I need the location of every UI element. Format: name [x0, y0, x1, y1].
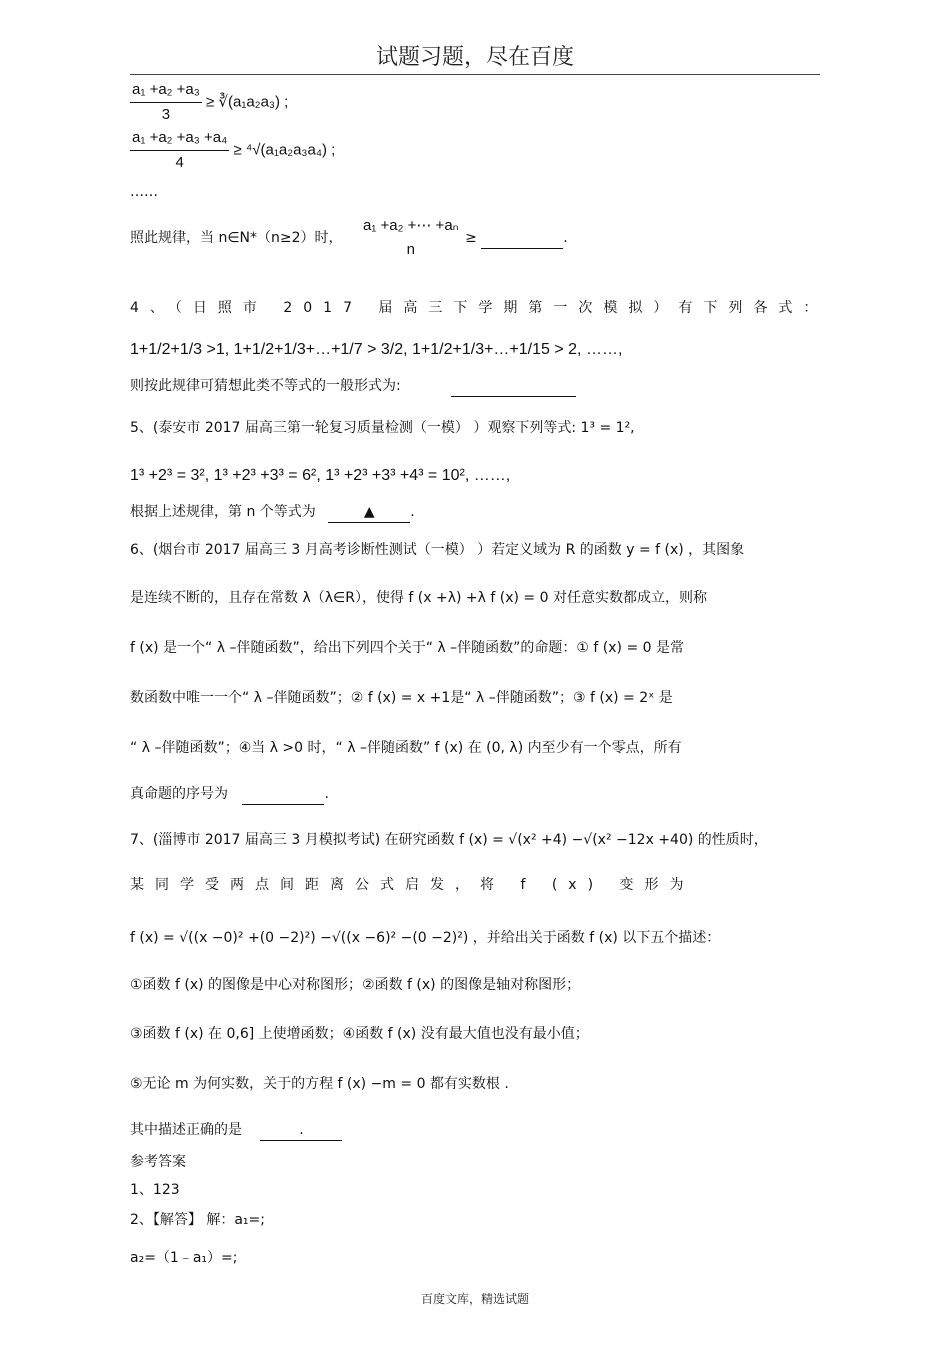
q6-line-5: “ λ –伴随函数”；④当 λ >0 时，“ λ –伴随函数” f (x) 在 (0, λ) 内至少有一个零点，所有	[130, 740, 682, 756]
q6-question-text: 真命题的序号为	[130, 786, 228, 802]
q3-fraction-2-denominator: 4	[175, 154, 184, 171]
q3-rule-ge: ≥	[465, 230, 477, 246]
q3-rule-text: 照此规律，当 n∈N*（n≥2）时，	[130, 230, 343, 246]
q3-answer-blank	[481, 228, 563, 249]
q5-title: 5、(泰安市 2017 届高三第一轮复习质量检测（一模） ）观察下列等式: 1³ = 1²,	[130, 420, 635, 436]
q7-question-text: 其中描述正确的是	[130, 1122, 242, 1138]
page-header-title: 试题习题，尽在百度	[375, 45, 574, 70]
q5-question	[130, 502, 415, 523]
q5-end: .	[410, 504, 415, 520]
q7-description-3: ⑤无论 m 为何实数，关于的方程 f (x) −m = 0 都有实数根 .	[130, 1076, 509, 1092]
q6-line-4: 数函数中唯一一个“ λ –伴随函数”；② f (x) = x +1是“ λ –伴随函数”；③ f (x) = 2ˣ 是	[130, 690, 673, 706]
q7-line-3: f (x) = √((x −0)² +(0 −2)²) −√((x −6)² −(0 −2)²) ，并给出关于函数 f (x) 以下五个描述：	[130, 930, 721, 946]
q3-rule-end: .	[563, 230, 568, 246]
q3-formula-1	[130, 80, 288, 125]
q5-answer-blank	[328, 502, 410, 523]
answer-3: a₂=（1﹣a₁）=;	[130, 1250, 238, 1266]
page-footer: 百度文库，精选试题	[420, 1292, 529, 1306]
q7-answer-blank: .	[260, 1120, 342, 1141]
triangle-icon: ▲	[363, 504, 375, 520]
q3-rule-numerator: a₁ +a₂ +⋯ +aₙ	[362, 217, 459, 234]
q3-formula-2	[130, 128, 335, 173]
q3-rule-line	[130, 216, 568, 260]
q4-question	[130, 376, 576, 397]
q7-question	[130, 1120, 342, 1141]
q3-formula-1-rhs: ≥ ∛(a₁a₂a₃) ;	[206, 93, 289, 111]
q3-rule-denominator: n	[406, 241, 415, 258]
answer-2: 2、【解答】 解：a₁=;	[130, 1212, 265, 1228]
q3-fraction-1	[130, 80, 202, 125]
answers-heading: 参考答案	[130, 1154, 186, 1170]
q4-answer-blank	[451, 376, 576, 397]
answer-1: 1、123	[130, 1182, 180, 1198]
q3-formula-2-rhs: ≥ ⁴√(a₁a₂a₃a₄) ;	[233, 141, 336, 159]
q3-fraction-2	[130, 128, 229, 173]
q6-end: .	[324, 786, 329, 802]
q3-fraction-1-denominator: 3	[161, 106, 171, 123]
q6-answer-blank	[242, 784, 324, 805]
header-divider	[130, 74, 820, 75]
q3-fraction-2-numerator: a₁ +a₂ +a₃ +a₄	[130, 128, 229, 151]
q7-description-1: ①函数 f (x) 的图像是中心对称图形；②函数 f (x) 的图像是轴对称图形；	[130, 977, 581, 993]
q3-rule-fraction	[361, 216, 461, 260]
q3-fraction-1-numerator: a₁ +a₂ +a₃	[130, 80, 202, 103]
q6-line-6	[130, 784, 329, 805]
q7-line-1: 7、(淄博市 2017 届高三 3 月模拟考试) 在研究函数 f (x) = √(x² +4) −√(x² −12x +40) 的性质时，	[130, 832, 768, 848]
q4-expression: 1+1/2+1/3 >1, 1+1/2+1/3+…+1/7 > 3/2, 1+1/2+1/3+…+1/15 > 2, ……,	[130, 341, 623, 358]
q6-line-3: f (x) 是一个“ λ –伴随函数”，给出下列四个关于“ λ –伴随函数”的命题：① f (x) = 0 是常	[130, 640, 684, 656]
q6-line-1: 6、(烟台市 2017 届高三 3 月高考诊断性测试（一模） ）若定义域为 R 的函数 y = f (x) ，其图象	[130, 542, 745, 558]
q4-question-text: 则按此规律可猜想此类不等式的一般形式为:	[130, 378, 401, 394]
q5-expression: 1³ +2³ = 3², 1³ +2³ +3³ = 6², 1³ +2³ +3³ +4³ = 10², ……,	[130, 467, 511, 484]
q7-line-2: 某同学受两点间距离公式启发，将 f (x) 变形为	[130, 877, 695, 893]
q5-question-text: 根据上述规律，第 n 个等式为	[130, 504, 316, 520]
q4-title: 4、（日照市 2017 届高三下学期第一次模拟）有下列各式：	[130, 300, 829, 316]
q3-ellipsis: ……	[130, 184, 158, 200]
q6-line-2: 是连续不断的，且存在常数 λ（λ∈R），使得 f (x +λ) +λ f (x) = 0 对任意实数都成立，则称	[130, 590, 707, 606]
q7-description-2: ③函数 f (x) 在 0,6] 上使增函数；④函数 f (x) 没有最大值也没有最小值；	[130, 1026, 589, 1042]
